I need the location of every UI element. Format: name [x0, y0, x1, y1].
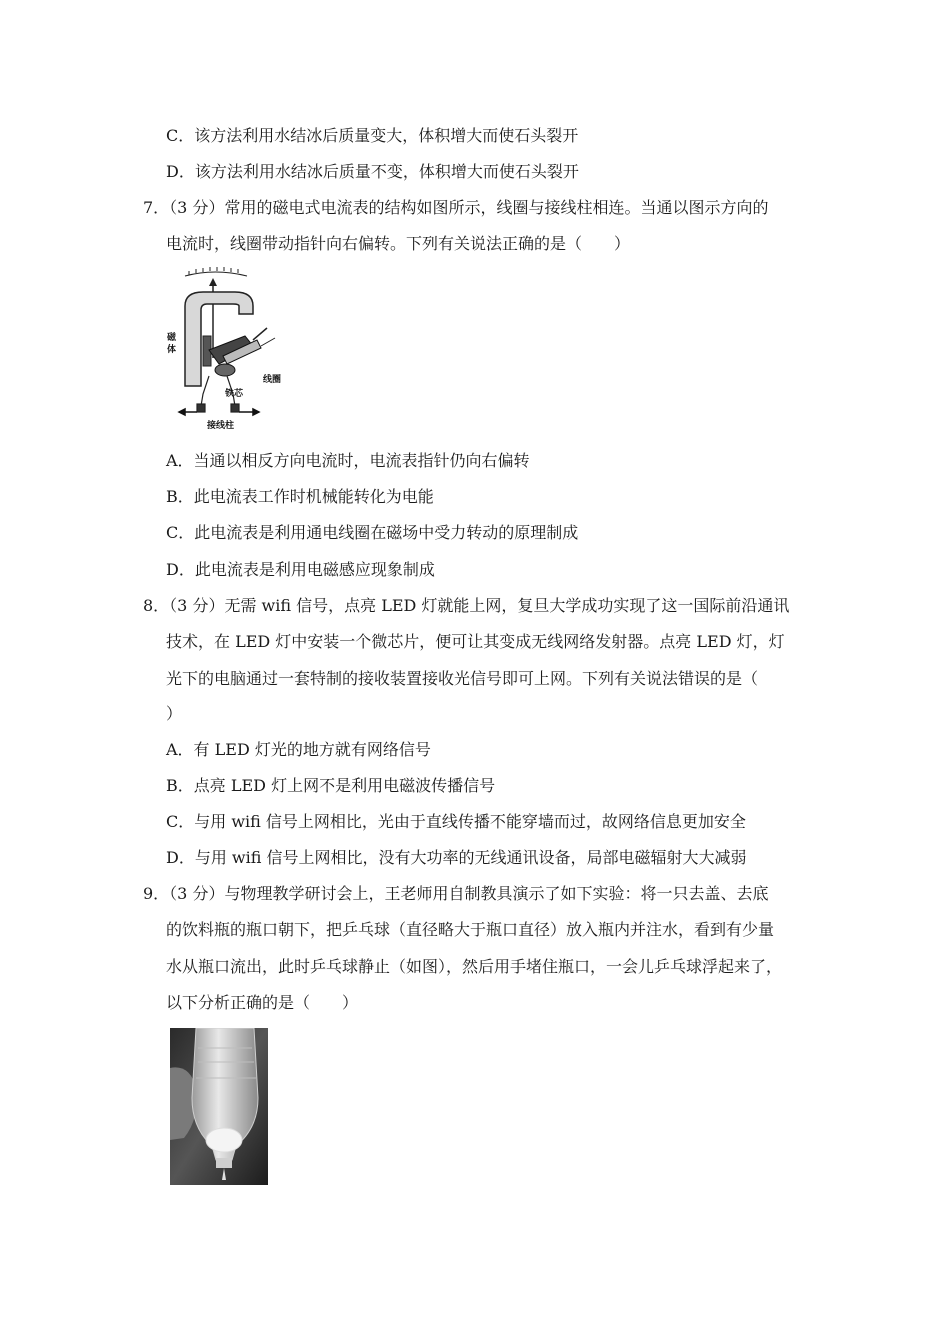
q8-option-c: C．与用 wifi 信号上网相比，光由于直线传播不能穿墙而过，故网络信息更加安全 [166, 812, 746, 831]
q7-option-d: D．此电流表是利用电磁感应现象制成 [166, 560, 435, 579]
q7-option-b: B．此电流表工作时机械能转化为电能 [166, 487, 434, 506]
q8-option-d: D．与用 wifi 信号上网相比，没有大功率的无线通讯设备，局部电磁辐射大大减弱 [166, 848, 747, 867]
q8-stem-line-3: 光下的电脑通过一套特制的接收装置接收光信号即可上网。下列有关说法错误的是（ [166, 669, 759, 688]
iron-core [215, 364, 235, 376]
bottle-neck [216, 1158, 232, 1168]
q9-stem-line-1: 9．（3 分）与物理教学研讨会上，王老师用自制教具演示了如下实验：将一只去盖、去底 [143, 884, 769, 903]
q8-stem-line-1: 8．（3 分）无需 wifi 信号，点亮 LED 灯就能上网，复旦大学成功实现了这一国际前沿通讯 [143, 596, 790, 615]
q9-stem-line-3: 水从瓶口流出，此时乒乓球静止（如图），然后用手堵住瓶口，一会儿乒乓球浮起来了， [166, 957, 783, 976]
label-magnet-char-1: 磁 [167, 332, 177, 342]
coil [209, 328, 275, 364]
q8-option-a: A．有 LED 灯光的地方就有网络信号 [166, 740, 431, 759]
label-terminal: 接线柱 [207, 420, 235, 430]
q7-option-a: A．当通以相反方向电流时，电流表指针仍向右偏转 [166, 451, 530, 470]
q6-option-c: C．该方法利用水结冰后质量变大，体积增大而使石头裂开 [166, 126, 579, 145]
q6-option-d: D．该方法利用水结冰后质量不变，体积增大而使石头裂开 [166, 162, 579, 181]
q8-stem-line-2: 技术，在 LED 灯中安装一个微芯片，便可让其变成无线网络发射器。点亮 LED 灯，灯 [166, 632, 785, 651]
q9-stem-line-4: 以下分析正确的是（ ） [166, 993, 359, 1012]
ammeter-structure-figure [163, 266, 291, 434]
bottle-pingpong-photo [170, 1028, 268, 1185]
q7-stem-line-2: 电流时，线圈带动指针向右偏转。下列有关说法正确的是（ ） [166, 234, 631, 253]
label-coil: 线圈 [263, 374, 282, 384]
q7-stem-line-1: 7．（3 分）常用的磁电式电流表的结构如图所示，线圈与接线柱相连。当通以图示方向的 [143, 198, 769, 217]
q8-option-b: B．点亮 LED 灯上网不是利用电磁波传播信号 [166, 776, 496, 795]
ping-pong-ball [206, 1128, 242, 1152]
q8-stem-line-4: ） [166, 704, 183, 723]
current-arrows [179, 409, 259, 415]
ammeter-scale [185, 267, 247, 276]
q7-option-c: C．此电流表是利用通电线圈在磁场中受力转动的原理制成 [166, 523, 579, 542]
label-magnet-char-2: 体 [167, 344, 177, 354]
q9-stem-line-2: 的饮料瓶的瓶口朝下，把乒乓球（直径略大于瓶口直径）放入瓶内并注水，看到有少量 [166, 920, 775, 939]
label-iron-core: 铁芯 [225, 388, 244, 398]
